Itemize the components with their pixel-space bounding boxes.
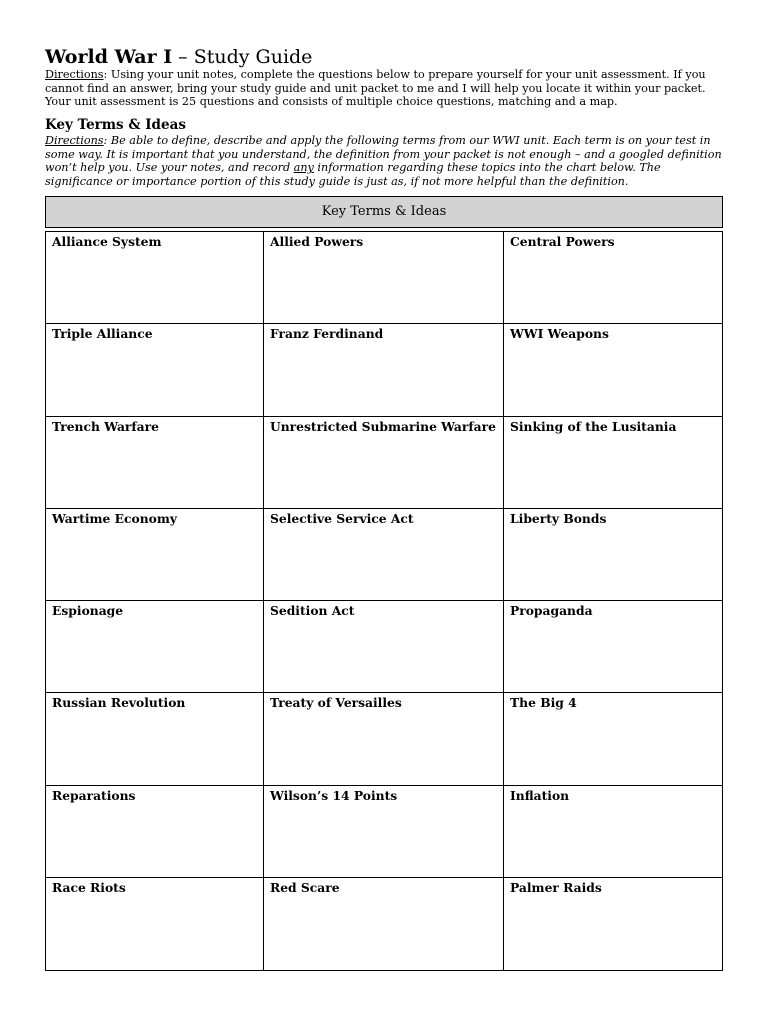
term-label: Palmer Raids xyxy=(510,879,602,895)
key-terms-directions-text-2: information regarding these topics into the chart below. The significance or importance portion of this study guide is just as, if not more helpful than the definition. xyxy=(45,161,661,188)
term-label: Central Powers xyxy=(510,234,615,249)
key-terms-directions-any: any xyxy=(293,161,314,175)
term-cell[interactable] xyxy=(504,786,722,878)
term-label: Trench Warfare xyxy=(52,418,159,434)
term-label: Allied Powers xyxy=(270,234,364,249)
term-label: Wilson’s 14 Points xyxy=(270,787,398,803)
term-cell[interactable] xyxy=(46,786,264,878)
term-label: Sinking of the Lusitania xyxy=(510,418,677,434)
term-cell[interactable] xyxy=(264,324,504,416)
term-label: Reparations xyxy=(52,787,136,803)
term-cell[interactable] xyxy=(46,232,264,324)
term-label: Espionage xyxy=(52,603,124,618)
directions-colon: : xyxy=(103,68,108,81)
page-title xyxy=(45,44,312,70)
term-cell[interactable] xyxy=(46,324,264,416)
term-cell[interactable] xyxy=(46,693,264,785)
term-cell[interactable] xyxy=(264,693,504,785)
term-label: Treaty of Versailles xyxy=(270,695,402,711)
term-cell[interactable] xyxy=(504,601,722,693)
term-cell[interactable] xyxy=(264,601,504,693)
term-cell[interactable] xyxy=(504,417,722,509)
term-label: Inflation xyxy=(510,787,570,803)
term-cell[interactable] xyxy=(264,786,504,878)
term-cell[interactable] xyxy=(46,601,264,693)
key-terms-directions xyxy=(45,134,725,188)
unit-directions xyxy=(45,68,725,109)
term-label: Wartime Economy xyxy=(52,510,178,526)
term-cell[interactable] xyxy=(264,417,504,509)
term-label: The Big 4 xyxy=(510,695,577,711)
term-label: Unrestricted Submarine Warfare xyxy=(270,418,496,434)
key-terms-heading: Key Terms & Ideas xyxy=(45,117,186,133)
key-terms-directions-text-1: : Be able to define, describe and apply the following terms from our WWI unit. Each term is on your test in some way. It is important that you understand, the definition from your packet is not enough – and a googled definition won’t help you. Use your notes, and record xyxy=(45,134,722,175)
title-subtitle: Study Guide xyxy=(193,46,313,68)
term-cell[interactable] xyxy=(46,509,264,601)
term-label: Franz Ferdinand xyxy=(270,326,384,342)
term-label: Russian Revolution xyxy=(52,695,186,711)
term-cell[interactable] xyxy=(264,509,504,601)
directions-text: Using your unit notes, complete the questions below to prepare yourself for your unit assessment. If you cannot find an answer, bring your study guide and unit packet to me and I will help you locate it within your packet. Your unit assessment is 25 questions and consists of multiple choice questions, matching and a map. xyxy=(45,68,706,109)
term-label: Alliance System xyxy=(52,234,162,249)
term-cell[interactable] xyxy=(504,878,722,970)
key-terms-directions-label: Directions xyxy=(45,134,104,147)
term-cell[interactable] xyxy=(264,232,504,324)
terms-table-header: Key Terms & Ideas xyxy=(45,196,723,228)
term-cell[interactable] xyxy=(504,693,722,785)
term-cell[interactable] xyxy=(46,417,264,509)
term-label: Race Riots xyxy=(52,879,126,895)
term-label: Triple Alliance xyxy=(52,326,153,342)
title-main: World War I xyxy=(45,46,173,68)
term-label: Selective Service Act xyxy=(270,510,414,526)
term-label: Propaganda xyxy=(510,603,593,618)
terms-table xyxy=(45,231,723,971)
term-label: Liberty Bonds xyxy=(510,510,607,526)
term-cell[interactable] xyxy=(264,878,504,970)
term-cell[interactable] xyxy=(46,878,264,970)
term-label: WWI Weapons xyxy=(510,326,609,342)
term-cell[interactable] xyxy=(504,324,722,416)
term-cell[interactable] xyxy=(504,232,722,324)
directions-label: Directions xyxy=(45,68,104,81)
term-label: Sedition Act xyxy=(270,603,355,618)
title-separator: – xyxy=(172,46,194,68)
term-cell[interactable] xyxy=(504,509,722,601)
term-label: Red Scare xyxy=(270,879,340,895)
